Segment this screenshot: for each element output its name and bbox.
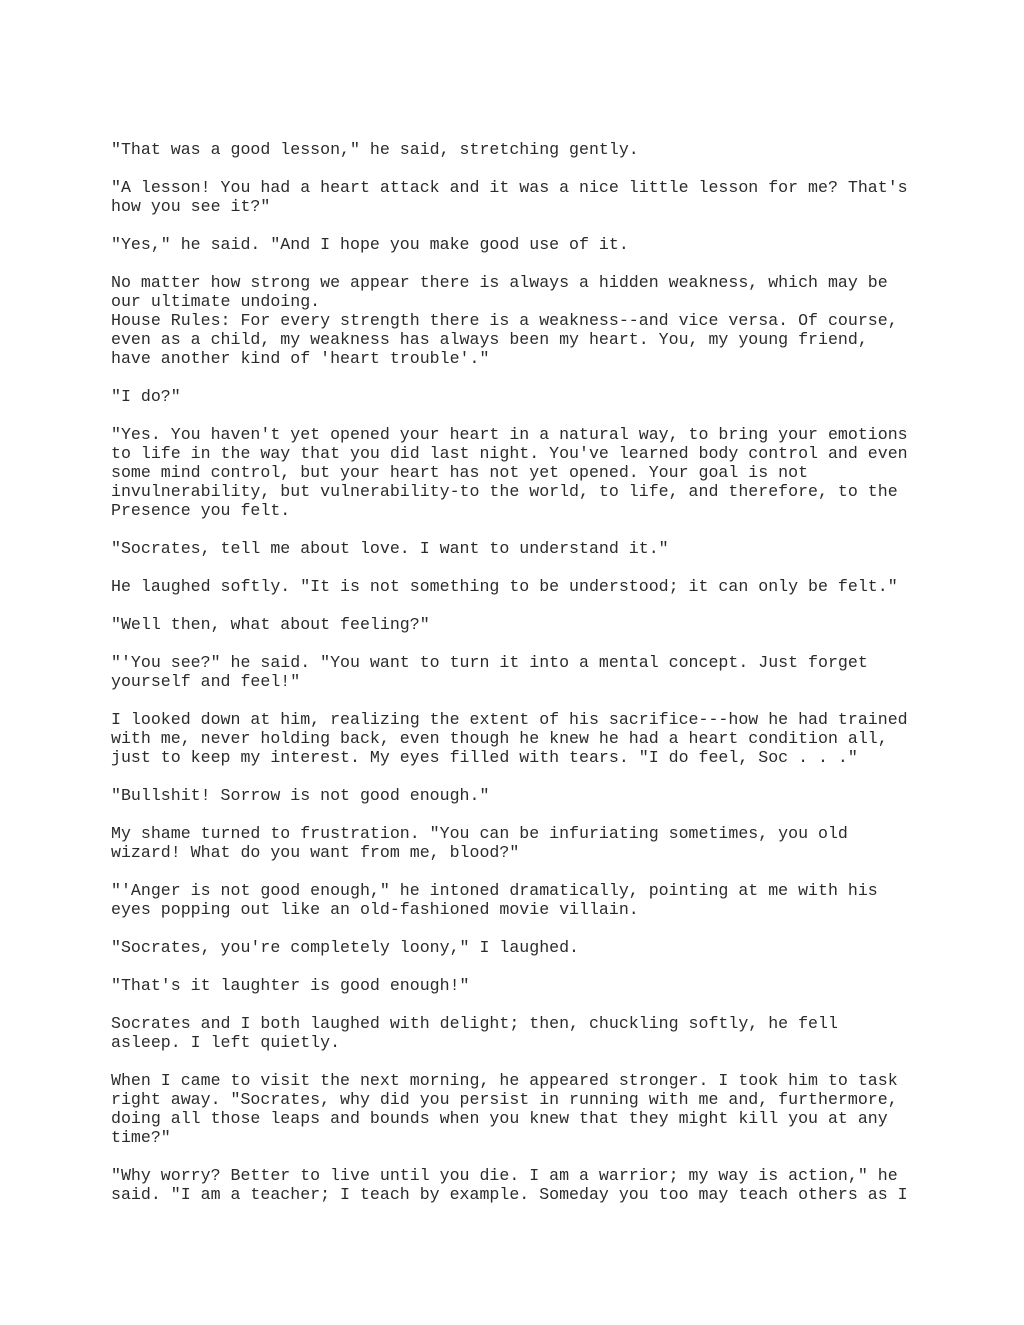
paragraph	[111, 938, 931, 957]
text-line: "'Anger is not good enough," he intoned dramatically, pointing at me with his	[111, 881, 878, 900]
paragraph	[111, 235, 931, 254]
text-line: Socrates and I both laughed with delight; then, chuckling softly, he fell	[111, 1014, 838, 1033]
text-line: how you see it?"	[111, 197, 271, 216]
text-line: No matter how strong we appear there is always a hidden weakness, which may be	[111, 273, 888, 292]
text-line: He laughed softly. "It is not something to be understood; it can only be felt."	[111, 577, 898, 596]
text-line: House Rules: For every strength there is a weakness--and vice versa. Of course,	[111, 311, 898, 330]
paragraph	[111, 824, 931, 862]
paragraph	[111, 881, 931, 919]
text-line: "Socrates, tell me about love. I want to understand it."	[111, 539, 669, 558]
text-line: some mind control, but your heart has not yet opened. Your goal is not	[111, 463, 809, 482]
paragraph	[111, 140, 931, 159]
body-text	[111, 140, 931, 1223]
text-line: to life in the way that you did last night. You've learned body control and even	[111, 444, 908, 463]
paragraph	[111, 387, 931, 406]
paragraph	[111, 539, 931, 558]
text-line: "Yes. You haven't yet opened your heart in a natural way, to bring your emotions	[111, 425, 908, 444]
text-line: "Yes," he said. "And I hope you make good use of it.	[111, 235, 629, 254]
text-line: "Well then, what about feeling?"	[111, 615, 430, 634]
paragraph	[111, 615, 931, 634]
text-line: time?"	[111, 1128, 171, 1147]
paragraph	[111, 577, 931, 596]
paragraph	[111, 1166, 931, 1204]
text-line: asleep. I left quietly.	[111, 1033, 341, 1052]
text-line: "I do?"	[111, 387, 181, 406]
text-line: with me, never holding back, even though he knew he had a heart condition all,	[111, 729, 888, 748]
paragraph	[111, 786, 931, 805]
text-line: wizard! What do you want from me, blood?"	[111, 843, 520, 862]
text-line: just to keep my interest. My eyes filled with tears. "I do feel, Soc . . ."	[111, 748, 858, 767]
text-line: "That's it laughter is good enough!"	[111, 976, 470, 995]
paragraph	[111, 273, 931, 368]
paragraph	[111, 976, 931, 995]
paragraph	[111, 653, 931, 691]
text-line: My shame turned to frustration. "You can be infuriating sometimes, you old	[111, 824, 848, 843]
text-line: "Bullshit! Sorrow is not good enough."	[111, 786, 490, 805]
paragraph	[111, 178, 931, 216]
text-line: "That was a good lesson," he said, stretching gently.	[111, 140, 639, 159]
text-line: our ultimate undoing.	[111, 292, 321, 311]
text-line: eyes popping out like an old-fashioned movie villain.	[111, 900, 639, 919]
text-line: "Why worry? Better to live until you die. I am a warrior; my way is action," he	[111, 1166, 898, 1185]
text-line: "'You see?" he said. "You want to turn it into a mental concept. Just forget	[111, 653, 868, 672]
paragraph	[111, 710, 931, 767]
text-line: I looked down at him, realizing the extent of his sacrifice---how he had trained	[111, 710, 908, 729]
text-line: have another kind of 'heart trouble'."	[111, 349, 490, 368]
text-line: yourself and feel!"	[111, 672, 301, 691]
text-line: Presence you felt.	[111, 501, 291, 520]
text-line: "A lesson! You had a heart attack and it was a nice little lesson for me? That's	[111, 178, 908, 197]
text-line: "Socrates, you're completely loony," I laughed.	[111, 938, 580, 957]
text-line: even as a child, my weakness has always been my heart. You, my young friend,	[111, 330, 868, 349]
paragraph	[111, 1071, 931, 1147]
text-line: right away. "Socrates, why did you persist in running with me and, furthermore,	[111, 1090, 898, 1109]
text-line: When I came to visit the next morning, he appeared stronger. I took him to task	[111, 1071, 898, 1090]
paragraph	[111, 1014, 931, 1052]
paragraph	[111, 425, 931, 520]
text-line: invulnerability, but vulnerability-to the world, to life, and therefore, to the	[111, 482, 898, 501]
text-line: doing all those leaps and bounds when you knew that they might kill you at any	[111, 1109, 888, 1128]
text-line: said. "I am a teacher; I teach by example. Someday you too may teach others as I	[111, 1185, 908, 1204]
